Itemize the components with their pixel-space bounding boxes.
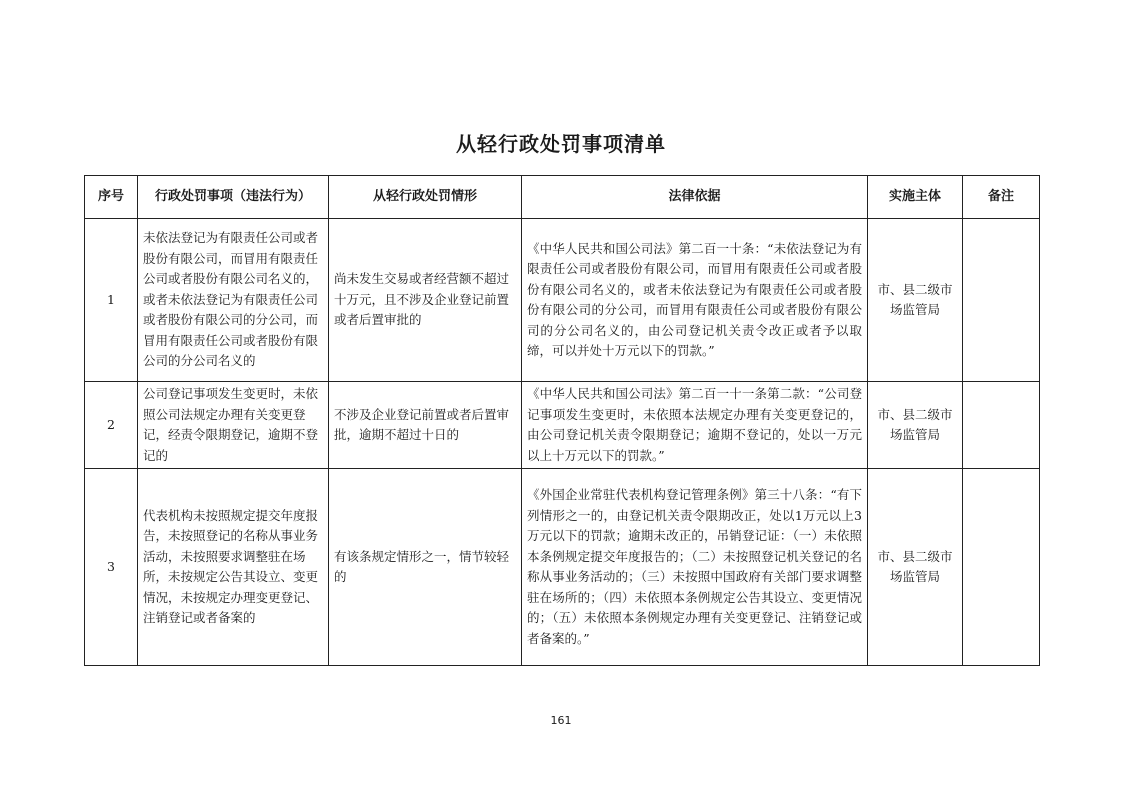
header-situation: 从轻行政处罚情形: [329, 176, 522, 219]
legal-basis: 《外国企业常驻代表机构登记管理条例》第三十八条：“有下列情形之一的，由登记机关责令限期改正，处以1万元以上3万元以下的罚款；逾期未改正的，吊销登记证：（一）未依照本条例规定提交年度报告的；（二）未按照登记机关登记的名称从事业务活动的；（三）未按照中国政府有关部门要求调整驻在场所的；（四）未依照本条例规定公告其设立、变更情况的；（五）未依照本条例规定办理有关变更登记、注销登记或者备案的。”: [522, 469, 868, 666]
violation-matter: 未依法登记为有限责任公司或者股份有限公司，而冒用有限责任公司或者股份有限公司名义的，或者未依法登记为有限责任公司或者股份有限公司的分公司，而冒用有限责任公司或者股份有限公司的分公司名义的: [138, 219, 329, 382]
page-number: 161: [550, 714, 572, 727]
remark-cell: [963, 219, 1040, 382]
implementing-agency: 市、县二级市场监管局: [868, 469, 963, 666]
page-title: 从轻行政处罚事项清单: [456, 132, 666, 156]
row-number: 1: [85, 219, 138, 382]
table-header-row: [85, 176, 1040, 219]
implementing-agency: 市、县二级市场监管局: [868, 219, 963, 382]
violation-matter: 公司登记事项发生变更时，未依照公司法规定办理有关变更登记，经责令限期登记，逾期不登记的: [138, 382, 329, 469]
remark-cell: [963, 469, 1040, 666]
header-no: 序号: [85, 176, 138, 219]
table-row: [85, 382, 1040, 469]
header-basis: 法律依据: [522, 176, 868, 219]
implementing-agency: 市、县二级市场监管局: [868, 382, 963, 469]
lenient-situation: 有该条规定情形之一，情节较轻的: [329, 469, 522, 666]
header-subject: 实施主体: [868, 176, 963, 219]
header-remark: 备注: [963, 176, 1040, 219]
table-row: [85, 469, 1040, 666]
table-row: [85, 219, 1040, 382]
legal-basis: 《中华人民共和国公司法》第二百一十一条第二款：“公司登记事项发生变更时，未依照本法规定办理有关变更登记的，由公司登记机关责令限期登记；逾期不登记的，处以一万元以上十万元以下的罚款。”: [522, 382, 868, 469]
header-matter: 行政处罚事项（违法行为）: [138, 176, 329, 219]
remark-cell: [963, 382, 1040, 469]
row-number: 2: [85, 382, 138, 469]
row-number: 3: [85, 469, 138, 666]
lenient-situation: 尚未发生交易或者经营额不超过十万元，且不涉及企业登记前置或者后置审批的: [329, 219, 522, 382]
penalty-table: [84, 175, 1040, 666]
lenient-situation: 不涉及企业登记前置或者后置审批，逾期不超过十日的: [329, 382, 522, 469]
violation-matter: 代表机构未按照规定提交年度报告，未按照登记的名称从事业务活动，未按照要求调整驻在场所，未按规定公告其设立、变更情况，未按规定办理变更登记、注销登记或者备案的: [138, 469, 329, 666]
legal-basis: 《中华人民共和国公司法》第二百一十条：“未依法登记为有限责任公司或者股份有限公司，而冒用有限责任公司或者股份有限公司名义的，或者未依法登记为有限责任公司或者股份有限公司的分公司，而冒用有限责任公司或者股份有限公司的分公司名义的，由公司登记机关责令改正或者予以取缔，可以并处十万元以下的罚款。”: [522, 219, 868, 382]
